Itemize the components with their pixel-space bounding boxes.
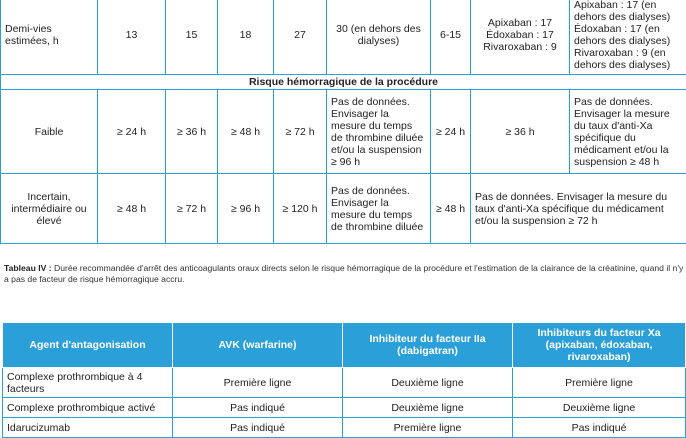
cell: Complexe prothrombique à 4 facteurs [3, 368, 173, 398]
cell: ≥ 36 h [471, 90, 570, 174]
cell: ≥ 96 h [218, 174, 274, 244]
cell: 27 [274, 0, 327, 75]
cell [471, 0, 570, 75]
cell: Première ligne [173, 368, 343, 398]
halflife-row [1, 0, 686, 75]
reversal-agents-table [2, 322, 686, 438]
table-row [3, 398, 686, 418]
row-label: Demi-vies estimées, h [1, 0, 98, 75]
cell: ≥ 24 h [98, 90, 166, 174]
cell: Pas indiqué [173, 418, 343, 438]
header-cell: Inhibiteur du facteur IIa (dabigatran) [343, 323, 513, 368]
cell: ≥ 120 h [274, 174, 327, 244]
cell: ≥ 48 h [431, 174, 471, 244]
cell: Deuxième ligne [343, 398, 513, 418]
cell: ≥ 36 h [166, 90, 218, 174]
cell: 15 [166, 0, 218, 75]
line: Rivaroxaban : 9 [475, 41, 565, 53]
cell: Pas indiqué [173, 398, 343, 418]
cell: Pas de données. Envisager la mesure du taux d'anti-Xa spécifique du médicament et/ou la suspension ≥ 72 h [471, 174, 686, 244]
header-cell: Agent d'antagonisation [3, 323, 173, 368]
cell [570, 0, 686, 75]
table-row [3, 418, 686, 438]
cell: Première ligne [513, 368, 686, 398]
cell: Pas indiqué [513, 418, 686, 438]
line: Édoxaban : 17 [475, 29, 565, 41]
cell: Pas de données. Envisager la mesure du temps de thrombine diluée [327, 174, 431, 244]
cell: ≥ 72 h [274, 90, 327, 174]
cell: Première ligne [343, 418, 513, 438]
section-row [1, 75, 686, 90]
cell: ≥ 24 h [431, 90, 471, 174]
cell: 18 [218, 0, 274, 75]
uncertain-risk-row [1, 174, 686, 244]
table-caption [4, 263, 684, 285]
section-title: Risque hémorragique de la procédure [1, 75, 686, 90]
header-cell: Inhibiteurs du facteur Xa (apixaban, édoxaban, rivaroxaban) [513, 323, 686, 368]
line: Apixaban : 17 (en dehors des dialyses) [574, 0, 682, 23]
cell: ≥ 72 h [166, 174, 218, 244]
line: Édoxaban : 17 (en dehors des dialyses) [574, 23, 682, 47]
row-label: Incertain, intermédiaire ou élevé [1, 174, 98, 244]
line: Rivaroxaban : 9 (en dehors des dialyses) [574, 47, 682, 71]
table-row [3, 368, 686, 398]
header-cell: AVK (warfarine) [173, 323, 343, 368]
low-risk-row [1, 90, 686, 174]
cell: Complexe prothrombique activé [3, 398, 173, 418]
caption-text: Durée recommandée d'arrêt des anticoagulants oraux directs selon le risque hémorragique de la procédure et l'estimation de la clairance de la créatinine, quand il n'y a pas de facteur de risque hémorragique accru. [4, 263, 683, 284]
cell: 13 [98, 0, 166, 75]
cell: Deuxième ligne [513, 398, 686, 418]
row-label: Faible [1, 90, 98, 174]
line: Apixaban : 17 [475, 17, 565, 29]
cell: ≥ 48 h [98, 174, 166, 244]
cell: 30 (en dehors des dialyses) [327, 0, 431, 75]
cell: Pas de données. Envisager la mesure du temps de thrombine diluée et/ou la suspension ≥ 96 h [327, 90, 431, 174]
cell: 6-15 [431, 0, 471, 75]
cell: Idarucizumab [3, 418, 173, 438]
header-row [3, 323, 686, 368]
cell: ≥ 48 h [218, 90, 274, 174]
cell: Deuxième ligne [343, 368, 513, 398]
caption-label: Tableau IV : [4, 263, 52, 273]
cell: Pas de données. Envisager la mesure du taux d'anti-Xa spécifique du médicament et/ou la suspension ≥ 48 h [570, 90, 686, 174]
